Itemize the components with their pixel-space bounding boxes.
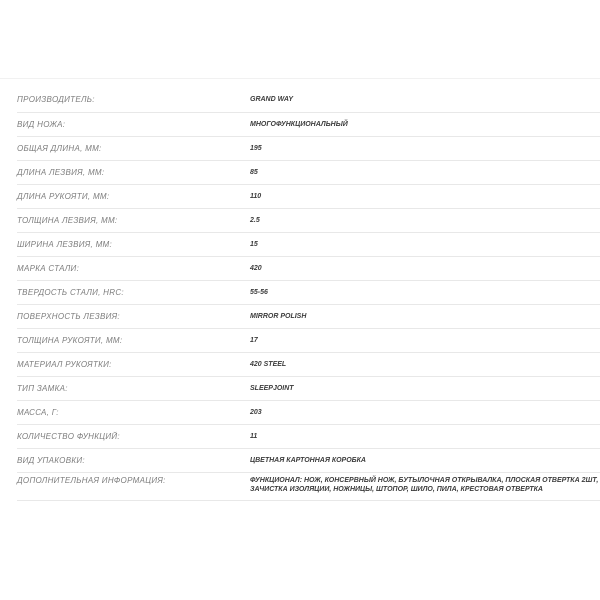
spec-label: ШИРИНА ЛЕЗВИЯ, ММ: [17, 239, 113, 249]
spec-value: SLEEPJOINT [250, 384, 294, 392]
spec-label: ОБЩАЯ ДЛИНА, ММ: [17, 143, 102, 153]
spec-row-blade-finish [17, 304, 600, 328]
spec-value: 85 [250, 168, 258, 176]
spec-value: 11 [250, 432, 258, 440]
spec-row-overall-length [17, 136, 600, 160]
spec-label: ПРОИЗВОДИТЕЛЬ: [17, 95, 95, 105]
spec-row-handle-material [17, 352, 600, 376]
spec-label: КОЛИЧЕСТВО ФУНКЦИЙ: [17, 431, 120, 441]
top-divider [0, 78, 600, 79]
spec-row-blade-length [17, 160, 600, 184]
spec-value: 2.5 [250, 216, 260, 224]
spec-label: ВИД НОЖА: [17, 119, 66, 129]
spec-value: GRAND WAY [250, 96, 294, 104]
spec-label: ДЛИНА ЛЕЗВИЯ, ММ: [17, 167, 105, 177]
spec-row-additional-info [17, 472, 600, 500]
spec-row-blade-width [17, 232, 600, 256]
spec-label: МАТЕРИАЛ РУКОЯТКИ: [17, 359, 112, 369]
spec-value: МНОГОФУНКЦИОНАЛЬНЫЙ [250, 120, 348, 128]
spec-row-manufacturer [17, 88, 600, 112]
spec-label: ТОЛЩИНА РУКОЯТИ, ММ: [17, 335, 123, 345]
spec-row-knife-type [17, 112, 600, 136]
spec-value: 420 [250, 264, 262, 272]
spec-label: МАРКА СТАЛИ: [17, 263, 80, 273]
spec-row-packaging [17, 448, 600, 472]
spec-label: ДЛИНА РУКОЯТИ, ММ: [17, 191, 110, 201]
spec-label: ТВЕРДОСТЬ СТАЛИ, HRC: [17, 287, 124, 297]
specifications-table [17, 88, 600, 501]
spec-row-function-count [17, 424, 600, 448]
spec-value: 15 [250, 240, 258, 248]
spec-row-blade-thickness [17, 208, 600, 232]
spec-value: 203 [250, 408, 262, 416]
spec-value [250, 472, 600, 500]
spec-label: ДОПОЛНИТЕЛЬНАЯ ИНФОРМАЦИЯ: [17, 475, 166, 485]
spec-label: ПОВЕРХНОСТЬ ЛЕЗВИЯ: [17, 311, 120, 321]
spec-value: 420 STEEL [250, 360, 287, 368]
spec-value: 195 [250, 144, 262, 152]
spec-value: 55-56 [250, 288, 268, 296]
spec-label: ВИД УПАКОВКИ: [17, 455, 85, 465]
spec-label: ТОЛЩИНА ЛЕЗВИЯ, ММ: [17, 215, 118, 225]
spec-value-line-1: ФУНКЦИОНАЛ: НОЖ, КОНСЕРВНЫЙ НОЖ, БУТЫЛОЧНАЯ ОТКРЫВАЛКА, ПЛОСКАЯ ОТВЕРТКА 2ШТ, [250, 476, 599, 484]
spec-row-handle-thickness [17, 328, 600, 352]
spec-row-weight [17, 400, 600, 424]
spec-value-line-2: ЗАЧИСТКА ИЗОЛЯЦИИ, НОЖНИЦЫ, ШТОПОР, ШИЛО, ПИЛА, КРЕСТОВАЯ ОТВЕРТКА [250, 485, 543, 493]
spec-value: 17 [250, 336, 258, 344]
spec-value: MIRROR POLISH [250, 312, 307, 320]
spec-row-handle-length [17, 184, 600, 208]
spec-value: 110 [250, 192, 262, 200]
spec-row-lock-type [17, 376, 600, 400]
spec-row-steel-hardness [17, 280, 600, 304]
spec-row-steel-grade [17, 256, 600, 280]
spec-value: ЦВЕТНАЯ КАРТОННАЯ КОРОБКА [250, 456, 366, 464]
spec-label: ТИП ЗАМКА: [17, 383, 68, 393]
spec-label: МАССА, Г: [17, 407, 59, 417]
